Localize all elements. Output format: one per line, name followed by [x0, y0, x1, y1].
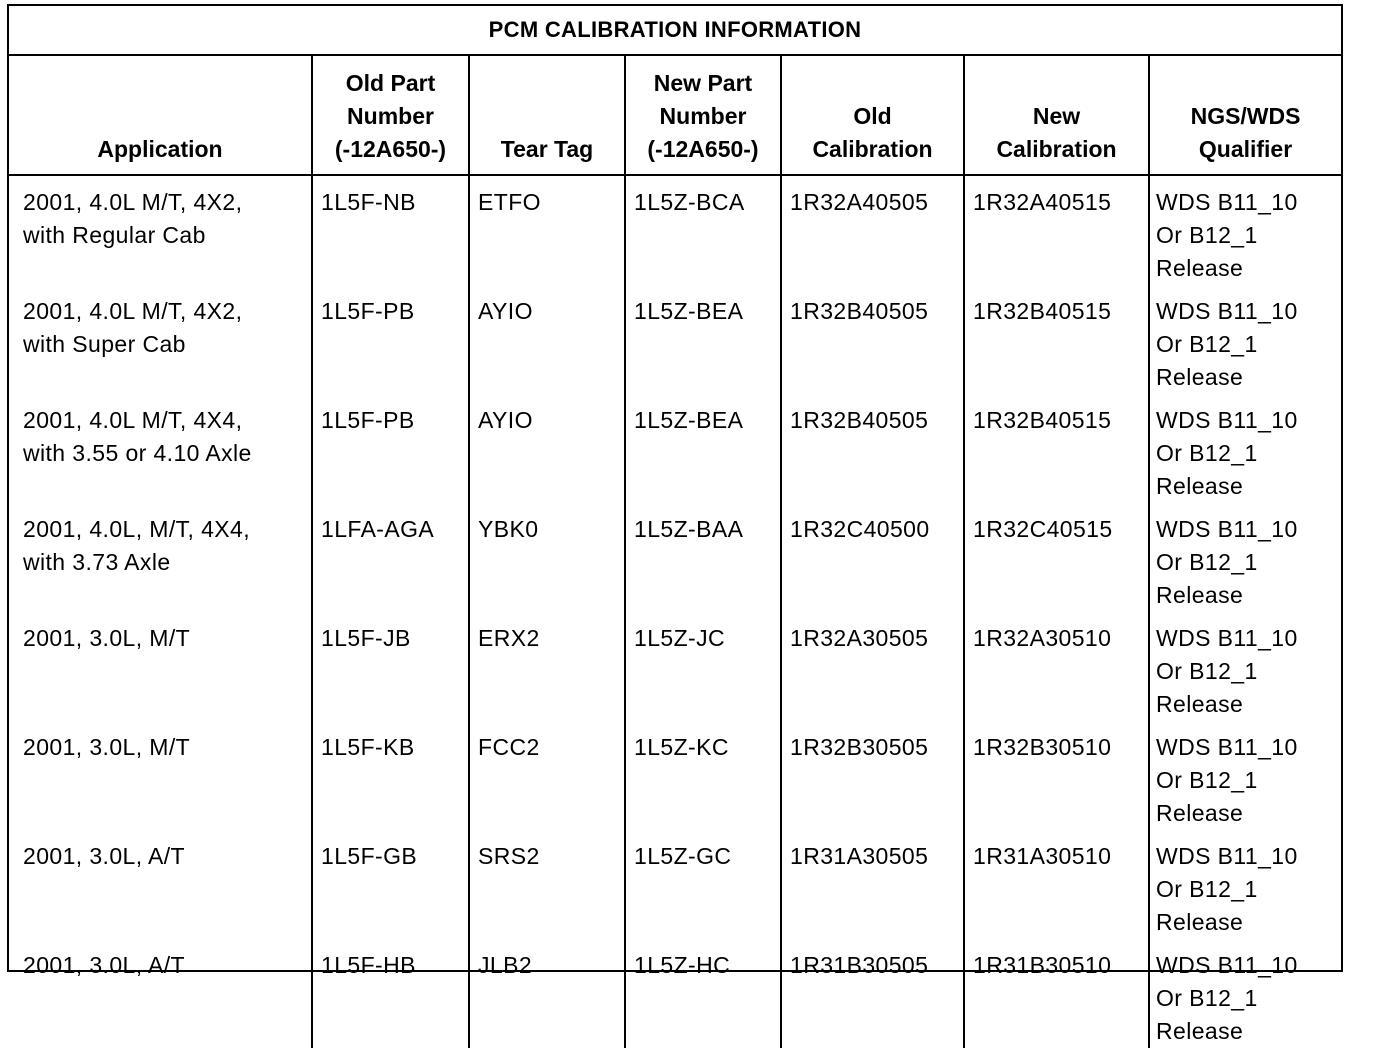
cell-old-part-number: 1L5F-GB: [312, 830, 469, 939]
table-row: [9, 721, 1341, 830]
cell-new-part-number: 1L5Z-BAA: [625, 503, 781, 612]
header-row: [9, 55, 1341, 175]
cell-qualifier: WDS B11_10 Or B12_1 Release: [1149, 285, 1341, 394]
cell-new-calibration: 1R31A30510: [964, 830, 1149, 939]
cell-tear-tag: AYIO: [469, 394, 625, 503]
cell-old-calibration: 1R32A40505: [781, 175, 964, 285]
cell-tear-tag: FCC2: [469, 721, 625, 830]
cell-old-part-number: 1L5F-PB: [312, 285, 469, 394]
cell-new-calibration: 1R32B30510: [964, 721, 1149, 830]
cell-qualifier: WDS B11_10 Or B12_1 Release: [1149, 503, 1341, 612]
header-new-calibration: New Calibration: [964, 55, 1149, 175]
cell-old-calibration: 1R32B30505: [781, 721, 964, 830]
header-new-part-number: New Part Number (-12A650-): [625, 55, 781, 175]
cell-new-part-number: 1L5Z-GC: [625, 830, 781, 939]
cell-old-part-number: 1LFA-AGA: [312, 503, 469, 612]
cell-application: 2001, 4.0L M/T, 4X2, with Regular Cab: [23, 189, 243, 248]
cell-qualifier: WDS B11_10 Or B12_1 Release: [1149, 612, 1341, 721]
cell-tear-tag: JLB2: [469, 939, 625, 1048]
cell-qualifier: WDS B11_10 Or B12_1 Release: [1149, 394, 1341, 503]
cell-application: 2001, 4.0L M/T, 4X4, with 3.55 or 4.10 Axle: [23, 407, 252, 466]
cell-new-calibration: 1R32C40515: [964, 503, 1149, 612]
cell-old-calibration: 1R31A30505: [781, 830, 964, 939]
cell-new-calibration: 1R32B40515: [964, 394, 1149, 503]
cell-new-calibration: 1R32A40515: [964, 175, 1149, 285]
cell-application: 2001, 3.0L, A/T: [23, 843, 186, 869]
cell-new-part-number: 1L5Z-BEA: [625, 394, 781, 503]
table-row: [9, 394, 1341, 503]
cell-new-part-number: 1L5Z-KC: [625, 721, 781, 830]
header-old-calibration: Old Calibration: [781, 55, 964, 175]
cell-old-calibration: 1R32B40505: [781, 394, 964, 503]
cell-tear-tag: AYIO: [469, 285, 625, 394]
cell-qualifier: WDS B11_10 Or B12_1 Release: [1149, 721, 1341, 830]
pcm-calibration-table-frame: [7, 4, 1343, 1044]
cell-old-part-number: 1L5F-NB: [312, 175, 469, 285]
pcm-calibration-table: [9, 6, 1341, 1048]
cell-old-calibration: 1R32B40505: [781, 285, 964, 394]
cell-tear-tag: ETFO: [469, 175, 625, 285]
cell-application: 2001, 3.0L, M/T: [23, 734, 191, 760]
cell-application: 2001, 3.0L, M/T: [23, 625, 191, 651]
table-body: [9, 175, 1341, 1048]
cell-tear-tag: SRS2: [469, 830, 625, 939]
table-row: [9, 939, 1341, 1048]
table-row: [9, 503, 1341, 612]
table-title: PCM CALIBRATION INFORMATION: [9, 6, 1341, 55]
cell-tear-tag: ERX2: [469, 612, 625, 721]
cell-new-part-number: 1L5Z-BCA: [625, 175, 781, 285]
cell-old-part-number: 1L5F-HB: [312, 939, 469, 1048]
table-row: [9, 830, 1341, 939]
cell-qualifier: WDS B11_10 Or B12_1 Release: [1149, 939, 1341, 1048]
table-row: [9, 285, 1341, 394]
cell-new-part-number: 1L5Z-BEA: [625, 285, 781, 394]
cell-old-calibration: 1R31B30505: [781, 939, 964, 1048]
header-tear-tag: Tear Tag: [469, 55, 625, 175]
cell-new-calibration: 1R32A30510: [964, 612, 1149, 721]
cell-old-part-number: 1L5F-JB: [312, 612, 469, 721]
cell-qualifier: WDS B11_10 Or B12_1 Release: [1149, 175, 1341, 285]
cell-old-calibration: 1R32A30505: [781, 612, 964, 721]
header-ngs-wds-qualifier: NGS/WDS Qualifier: [1149, 55, 1341, 175]
cell-old-part-number: 1L5F-PB: [312, 394, 469, 503]
header-application: Application: [9, 55, 312, 175]
cell-qualifier: WDS B11_10 Or B12_1 Release: [1149, 830, 1341, 939]
cell-application: 2001, 3.0L, A/T: [23, 952, 186, 978]
cell-new-calibration: 1R32B40515: [964, 285, 1149, 394]
cell-old-calibration: 1R32C40500: [781, 503, 964, 612]
cell-tear-tag: YBK0: [469, 503, 625, 612]
cell-application: 2001, 4.0L M/T, 4X2, with Super Cab: [23, 298, 243, 357]
table-row: [9, 612, 1341, 721]
cell-application: 2001, 4.0L, M/T, 4X4, with 3.73 Axle: [23, 516, 251, 575]
cell-new-part-number: 1L5Z-JC: [625, 612, 781, 721]
cell-new-calibration: 1R31B30510: [964, 939, 1149, 1048]
header-old-part-number: Old Part Number (-12A650-): [312, 55, 469, 175]
cell-new-part-number: 1L5Z-HC: [625, 939, 781, 1048]
table-row: [9, 175, 1341, 285]
cell-old-part-number: 1L5F-KB: [312, 721, 469, 830]
